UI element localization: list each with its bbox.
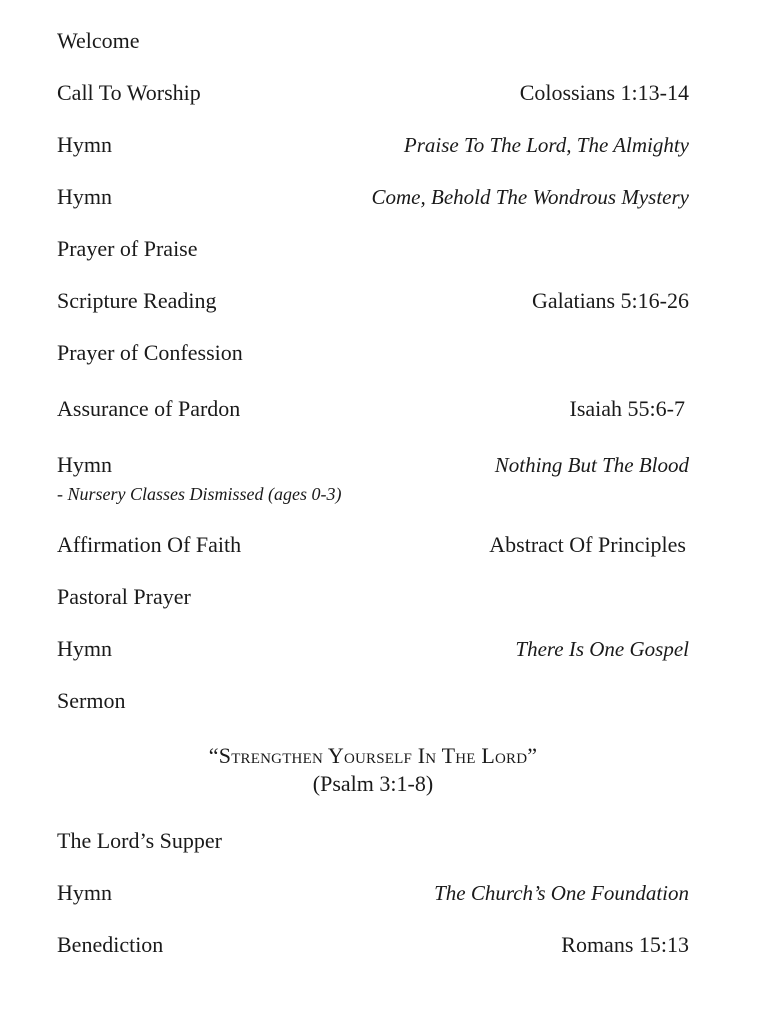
- item-label: Prayer of Praise: [57, 236, 198, 261]
- item-label: The Lord’s Supper: [57, 828, 222, 853]
- item-scripture: Romans 15:13: [561, 932, 689, 957]
- item-label: Sermon: [57, 688, 126, 713]
- hymn-title: The Church’s One Foundation: [434, 881, 689, 905]
- item-label: Welcome: [57, 28, 140, 53]
- item-label: Affirmation Of Faith: [57, 532, 242, 557]
- item-lords-supper: [57, 826, 689, 856]
- note-dash: -: [57, 484, 68, 504]
- item-welcome: [57, 26, 689, 56]
- item-label: Hymn: [57, 184, 112, 209]
- item-label: Hymn: [57, 880, 112, 905]
- item-detail: Abstract Of Principles: [489, 532, 686, 557]
- item-label: Hymn: [57, 636, 112, 661]
- item-sermon: [57, 686, 689, 716]
- item-hymn: [57, 182, 689, 212]
- item-pastoral-prayer: [57, 582, 689, 612]
- item-benediction: [57, 930, 689, 960]
- item-scripture-reading: [57, 286, 689, 316]
- item-hymn: [57, 450, 689, 480]
- item-hymn: [57, 878, 689, 908]
- item-label: Hymn: [57, 132, 112, 157]
- item-scripture: Galatians 5:16-26: [531, 288, 689, 313]
- item-hymn: [57, 130, 689, 160]
- item-prayer-of-praise: [57, 234, 689, 264]
- item-hymn: [57, 634, 689, 664]
- hymn-title: Nothing But The Blood: [494, 453, 689, 477]
- item-label: Benediction: [57, 932, 164, 957]
- item-scripture: Isaiah 55:6-7: [569, 396, 685, 421]
- hymn-title: Praise To The Lord, The Almighty: [403, 133, 689, 157]
- item-label: Hymn: [57, 452, 112, 477]
- item-label: Assurance of Pardon: [57, 396, 241, 421]
- hymn-title: Come, Behold The Wondrous Mystery: [371, 185, 689, 209]
- nursery-note: [57, 483, 342, 505]
- item-prayer-of-confession: [57, 338, 689, 368]
- sermon-title: “Strengthen Yourself In The Lord”: [208, 743, 538, 768]
- item-assurance-of-pardon: [57, 394, 689, 424]
- item-label: Scripture Reading: [57, 288, 217, 313]
- note-text: Nursery Classes Dismissed (ages 0-3): [67, 484, 342, 504]
- item-scripture: Colossians 1:13-14: [519, 80, 689, 105]
- hymn-title: There Is One Gospel: [515, 637, 689, 661]
- item-call-to-worship: [57, 78, 689, 108]
- item-label: Call To Worship: [57, 80, 201, 105]
- item-label: Pastoral Prayer: [57, 584, 191, 609]
- sermon-reference: (Psalm 3:1-8): [312, 771, 434, 796]
- item-label: Prayer of Confession: [57, 340, 243, 365]
- item-affirmation-of-faith: [57, 530, 689, 560]
